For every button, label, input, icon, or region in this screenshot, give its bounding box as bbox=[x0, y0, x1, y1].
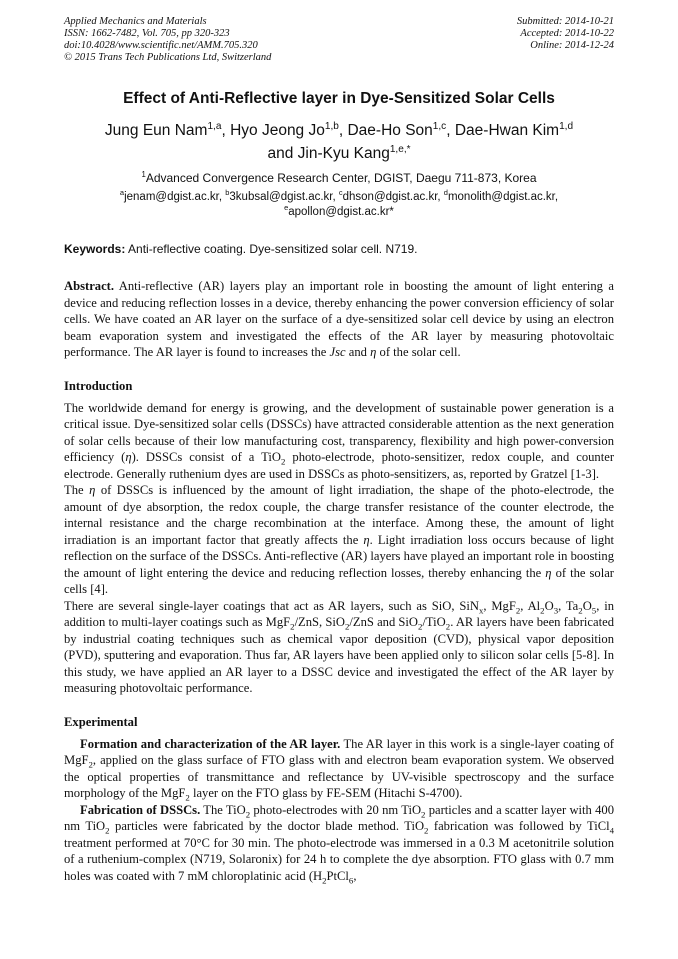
doi-line: doi:10.4028/www.scientific.net/AMM.705.320 bbox=[64, 40, 258, 51]
affiliation: $^1$Advanced Convergence Research Center, DGIST, Daegu 711-873, Korea bbox=[141, 170, 537, 185]
author-affil-mark: 1,d bbox=[559, 120, 574, 132]
author-name: Jung Eun Nam bbox=[104, 122, 208, 139]
author-affil-mark: 1,c bbox=[432, 120, 447, 132]
online-date: Online: 2014-12-24 bbox=[530, 40, 614, 51]
issn-line: ISSN: 1662-7482, Vol. 705, pp 320-323 bbox=[64, 28, 230, 39]
author-affil-mark: 1,e,* bbox=[389, 143, 411, 155]
email-link[interactable]: apollon@dgist.ac.kr* bbox=[288, 206, 394, 218]
author-affil-mark: 1,b bbox=[324, 120, 339, 132]
journal-name: Applied Mechanics and Materials bbox=[64, 16, 207, 27]
author-name: Dae-Hwan Kim bbox=[454, 122, 560, 139]
experimental-section bbox=[64, 736, 614, 885]
email-link[interactable]: monolith@dgist.ac.kr, bbox=[447, 191, 559, 203]
paragraph: There are several single-layer coatings that act as AR layers, such as SiO, SiN$_x$, MgF$_2$, $Al_2O_3$, $Ta_2O_5$, in addition to multi-layer coatings such as MgF$_2$/ZnS, SiO$_2$/ZnS and SiO$_2$/TiO$_2$. AR layers have been fabricated by industrial coating techniques such as chemical vapor deposition (CVD), physical vapor deposition (PVD), sputtering and evaporation. Thus far, AR layers have been applied only to silicon solar cells [5-8]. In this study, we have applied an AR layer to a DSSC device and investigated the effect of the AR layer by measuring photovoltaic performance. bbox=[64, 598, 615, 695]
header-right bbox=[517, 16, 614, 64]
paper-title: Effect of Anti-Reflective layer in Dye-Sensitized Solar Cells bbox=[123, 90, 555, 107]
email-link[interactable]: jenam@dgist.ac.kr, bbox=[124, 191, 226, 203]
keywords-text: Anti-reflective coating. Dye-sensitized solar cell. N719. bbox=[125, 242, 418, 256]
author-affil-mark: 1,a bbox=[207, 120, 222, 132]
submitted-date: Submitted: 2014-10-21 bbox=[516, 16, 614, 27]
email-link[interactable]: dhson@dgist.ac.kr, bbox=[342, 191, 444, 203]
keywords-label: Keywords: bbox=[64, 242, 126, 256]
header-left bbox=[64, 16, 271, 64]
author-list: Jung Eun Nam$^{1,a}$, Hyo Jeong Jo$^{1,b}$, Dae-Ho Son$^{1,c}$, Dae-Hwan Kim$^{1,d}$ and Jin-Kyu Kang$^{1,e,*}$ bbox=[104, 120, 574, 162]
paragraph: Formation and characterization of the AR layer. The AR layer in this work is a single-layer coating of MgF$_2$, applied on the glass surface of FTO glass with and electron beam evaporation system. We observed the optical properties of transmittance and reflectance by UV-visible spectroscopy and the surface morphology of the MgF$_2$ layer on the FTO glass by FE-SEM (Hitachi S-4700). bbox=[64, 736, 614, 803]
copyright-line: © 2015 Trans Tech Publications Ltd, Switzerland bbox=[64, 52, 272, 63]
running-header bbox=[64, 16, 614, 64]
author-name: and Jin-Kyu Kang bbox=[267, 145, 390, 162]
paragraph: Fabrication of DSSCs. The TiO$_2$ photo-electrodes with 20 nm TiO$_2$ particles and a scatter layer with 400 nm TiO$_2$ particles were fabricated by the doctor blade method. TiO$_2$ fabrication was followed by TiCl$_4$ treatment performed at 70°C for 30 min. The photo-electrode was immersed in a 0.3 M acetonitrile solution of a ruthenium-complex (N719, Solaronix) for 24 h to complete the dye absorption. FTO glass with 0.7 mm holes was coated with 7 mM chloroplatinic acid ($H_2PtCl_6$, bbox=[64, 802, 615, 886]
email-link[interactable]: 3kubsal@dgist.ac.kr, bbox=[229, 191, 339, 203]
paragraph: The η of DSSCs is influenced by the amount of light irradiation, the shape of the photo-electrode, the amount of dye absorption, the redox couple, the charge transfer resistance of the counter electrode, the internal resistance and the charge recombination at the interface. Among these, the amount of light irradiation is an important factor that greatly affects the η. Light irradiation loss occurs because of light reflection on the surface of the DSSCs. Anti-reflective (AR) layers have played an important role in boosting the amount of light entering the device and reducing reflection losses, thereby enhancing the η of the solar cells [4]. bbox=[64, 483, 615, 596]
section-heading-experimental: Experimental bbox=[64, 714, 138, 729]
section-heading-introduction: Introduction bbox=[64, 378, 133, 393]
author-name: Hyo Jeong Jo bbox=[230, 122, 325, 139]
author-emails: $^a$jenam@dgist.ac.kr, $^b$3kubsal@dgist.ac.kr, $^c$dhson@dgist.ac.kr, $^d$monolith@dgist.ac.kr, $^e$apollon@dgist.ac.kr* bbox=[119, 188, 559, 218]
abstract-label: Abstract. bbox=[64, 279, 115, 293]
author-name: Dae-Ho Son bbox=[347, 122, 433, 139]
accepted-date: Accepted: 2014-10-22 bbox=[520, 28, 614, 39]
paragraph: The worldwide demand for energy is growing, and the development of sustainable power generation is a critical issue. Dye-sensitized solar cells (DSSCs) have attracted considerable attention as the next generation of solar cells because of their low manufacturing cost, transparency, flexibility and high power-conversion efficiency (η). DSSCs consist of a TiO$_2$ photo-electrode, photo-sensitizer, redox couple, and counter electrode. Generally ruthenium dyes are used in DSSCs as photo-sensitizers, as, reported by Gratzel [1-3]. bbox=[64, 400, 615, 481]
abstract: Abstract. Anti-reflective (AR) layers play an important role in boosting the amount of light entering a device and reducing reflection losses in a device, thereby enhancing the power conversion efficiency of solar cells. We have coated an AR layer on the surface of a dye-sensitized solar cell device by using an electron beam evaporation system and investigated the effects of the AR layer by measuring photovoltaic performance. The AR layer is found to increases the Jsc and η of the solar cell. bbox=[64, 279, 614, 359]
keywords bbox=[64, 242, 614, 256]
introduction-section bbox=[64, 400, 614, 697]
